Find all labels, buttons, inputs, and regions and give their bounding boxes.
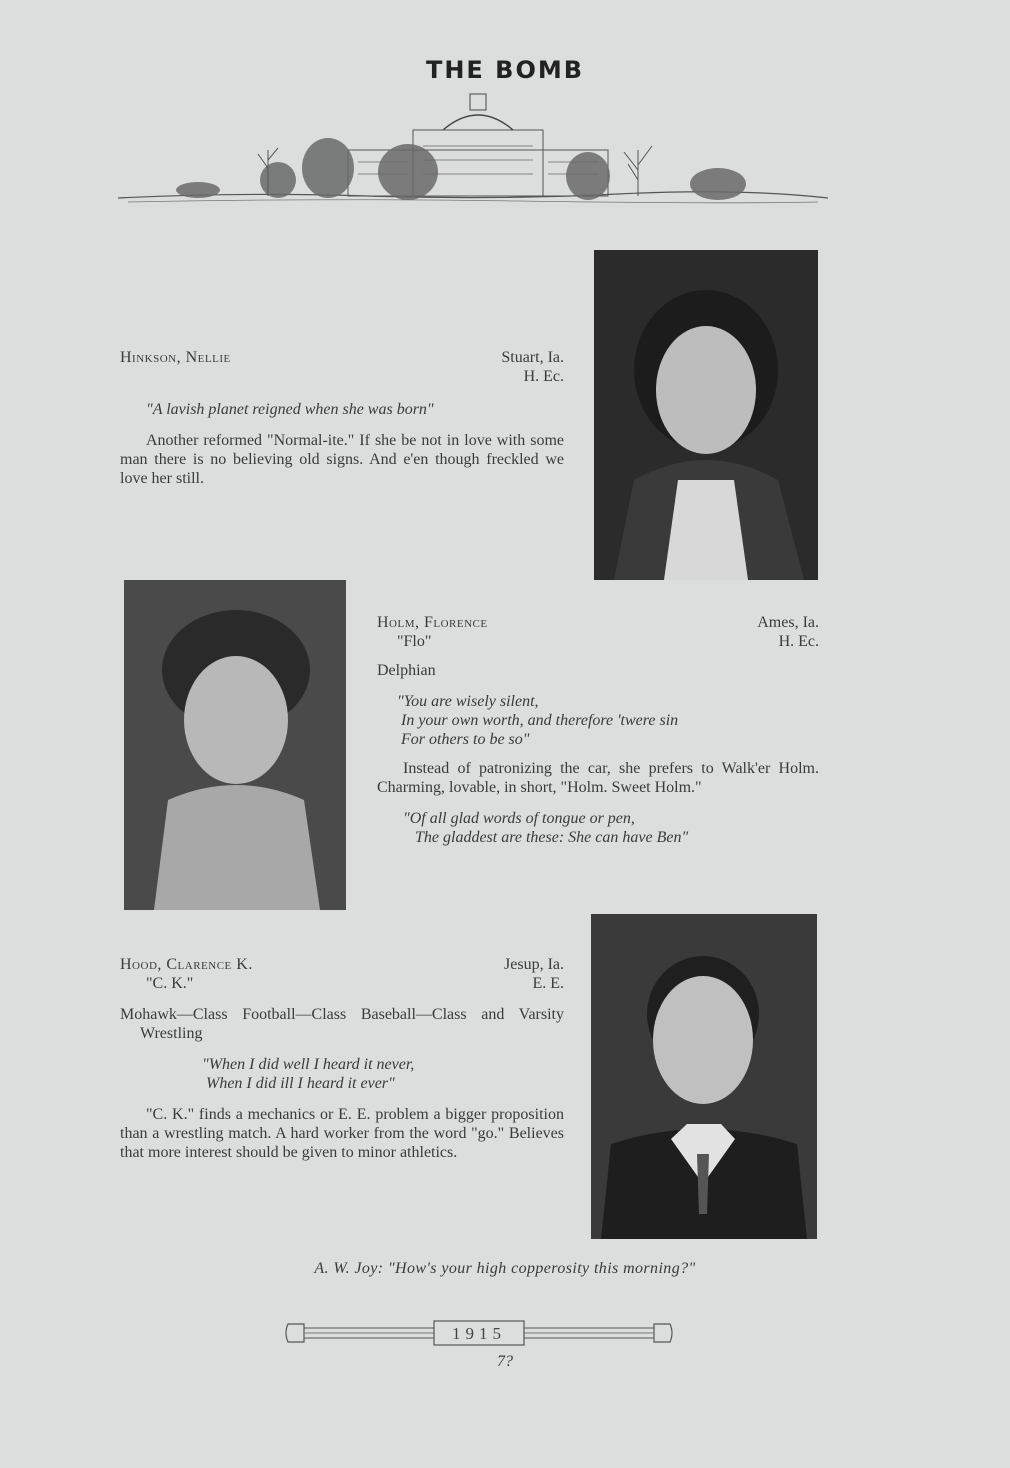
entry-hometown: Jesup, Ia. <box>504 956 564 973</box>
entry-nickname: "C. K." <box>146 975 194 992</box>
entry-description: "C. K." finds a mechanics or E. E. problem a bigger proposition than a wrestling match. A hard worker from the word "go." Believes that more interest should be given to minor athletics. <box>120 1106 564 1161</box>
entry-hinkson <box>120 348 564 488</box>
year-banner <box>284 1318 674 1348</box>
entry-hood <box>120 955 564 1162</box>
entry-name: Hood, Clarence K. <box>120 956 253 973</box>
quote-line: In your own worth, and therefore 'twere sin <box>401 712 679 729</box>
portrait-hinkson <box>594 250 818 580</box>
page-number: 7? <box>497 1353 513 1370</box>
year-text: 1915 <box>452 1324 506 1343</box>
entry-course: H. Ec. <box>778 633 819 650</box>
entry-holm <box>377 613 819 847</box>
entry-name: Holm, Florence <box>377 614 488 631</box>
entry-description: Instead of patronizing the car, she prefers to Walk'er Holm. Charming, lovable, in short, "Holm. Sweet Holm." <box>377 760 819 796</box>
entry-course: H. Ec. <box>523 368 564 385</box>
entry-hometown: Ames, Ia. <box>757 614 819 631</box>
entry-hometown: Stuart, Ia. <box>501 349 564 366</box>
entry-quote <box>377 692 819 749</box>
entry-quote: "A lavish planet reigned when she was born" <box>146 401 434 418</box>
campus-illustration <box>118 80 828 210</box>
footer-quote: A. W. Joy: "How's your high copperosity this morning?" <box>314 1260 696 1277</box>
entry-course: E. E. <box>532 975 564 992</box>
portrait-holm <box>124 580 346 910</box>
entry-quote <box>120 1055 564 1093</box>
portrait-hood <box>591 914 817 1239</box>
entry-nickname: "Flo" <box>397 633 432 650</box>
entry-name: Hinkson, Nellie <box>120 349 231 366</box>
quote-line: When I did ill I heard it ever" <box>206 1075 395 1092</box>
quote-line: "You are wisely silent, <box>397 693 539 710</box>
entry-society: Delphian <box>377 662 436 679</box>
entry-description: Another reformed "Normal-ite." If she be not in love with some man there is no believing old signs. And e'en though freckled we love her still. <box>120 432 564 487</box>
quote-line: "Of all glad words of tongue or pen, <box>403 810 635 827</box>
quote-line: The gladdest are these: She can have Ben" <box>415 829 689 846</box>
entry-quote-2 <box>377 809 819 847</box>
entry-activities: Mohawk—Class Football—Class Baseball—Class and Varsity Wrestling <box>120 1006 564 1042</box>
quote-line: For others to be so" <box>401 731 530 748</box>
quote-line: "When I did well I heard it never, <box>202 1056 415 1073</box>
masthead-title: THE BOMB <box>425 56 585 84</box>
